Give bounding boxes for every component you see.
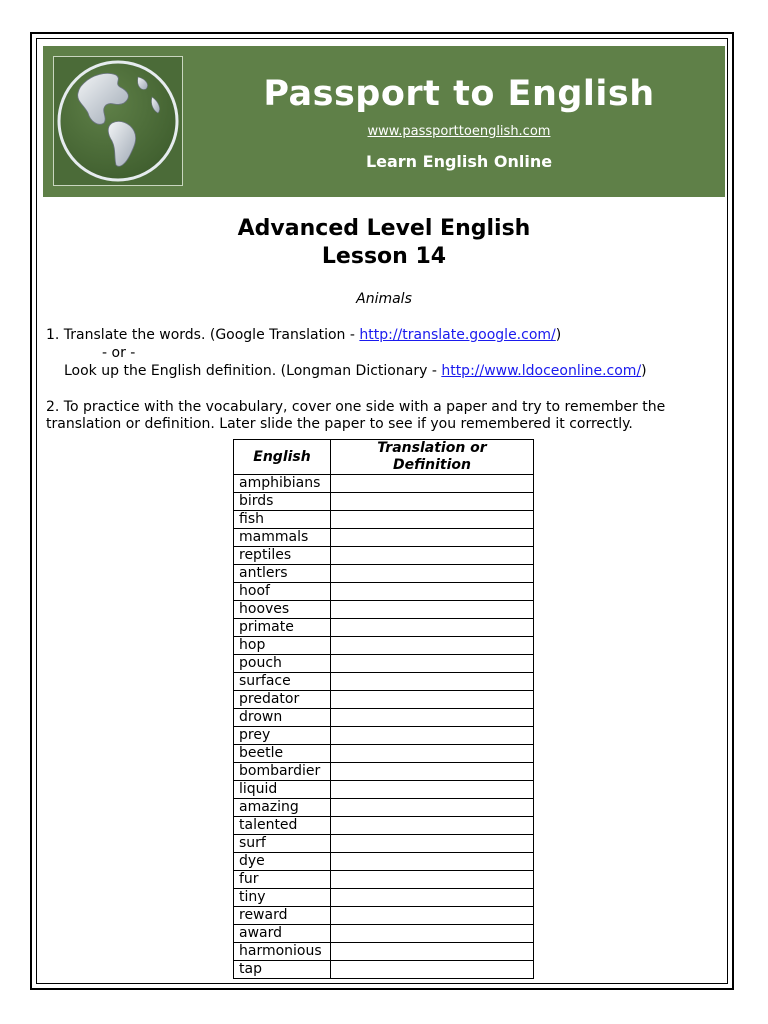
table-row <box>234 763 534 781</box>
table-row <box>234 601 534 619</box>
english-word-cell: pouch <box>234 655 331 673</box>
table-row <box>234 691 534 709</box>
lesson-heading <box>43 215 725 271</box>
english-word-cell: amphibians <box>234 475 331 493</box>
table-row <box>234 475 534 493</box>
english-word-cell: surface <box>234 673 331 691</box>
step1-close: ) <box>555 327 562 343</box>
translation-cell[interactable] <box>331 619 534 637</box>
english-word-cell: beetle <box>234 745 331 763</box>
table-row <box>234 727 534 745</box>
english-word-cell: drown <box>234 709 331 727</box>
translation-cell[interactable] <box>331 529 534 547</box>
english-word-cell: award <box>234 925 331 943</box>
google-translate-link[interactable]: http://translate.google.com/ <box>359 327 556 343</box>
english-word-cell: mammals <box>234 529 331 547</box>
table-row <box>234 817 534 835</box>
column-header-english: English <box>234 440 331 475</box>
english-word-cell: reptiles <box>234 547 331 565</box>
english-word-cell: fish <box>234 511 331 529</box>
english-word-cell: predator <box>234 691 331 709</box>
lesson-number: Lesson 14 <box>321 244 447 269</box>
column-header-translation: Translation or Definition <box>331 440 534 475</box>
lookup-text: Look up the English definition. (Longman Dictionary - <box>64 363 442 379</box>
table-row <box>234 565 534 583</box>
globe-logo <box>53 56 183 186</box>
translation-cell[interactable] <box>331 745 534 763</box>
english-word-cell: dye <box>234 853 331 871</box>
table-row <box>234 889 534 907</box>
table-row <box>234 637 534 655</box>
vocabulary-table-body <box>234 475 534 979</box>
translation-cell[interactable] <box>331 727 534 745</box>
english-word-cell: bombardier <box>234 763 331 781</box>
table-row <box>234 529 534 547</box>
table-row <box>234 781 534 799</box>
translation-cell[interactable] <box>331 547 534 565</box>
translation-cell[interactable] <box>331 709 534 727</box>
translation-cell[interactable] <box>331 583 534 601</box>
table-row <box>234 709 534 727</box>
translation-cell[interactable] <box>331 493 534 511</box>
translation-cell[interactable] <box>331 817 534 835</box>
translation-cell[interactable] <box>331 475 534 493</box>
table-row <box>234 925 534 943</box>
translation-cell[interactable] <box>331 799 534 817</box>
site-tagline: Learn English Online <box>365 152 553 171</box>
english-word-cell: surf <box>234 835 331 853</box>
table-row <box>234 907 534 925</box>
translation-cell[interactable] <box>331 943 534 961</box>
english-word-cell: tap <box>234 961 331 979</box>
translation-cell[interactable] <box>331 673 534 691</box>
lesson-topic: Animals <box>356 291 412 307</box>
site-title: Passport to English <box>263 74 655 114</box>
english-word-cell: fur <box>234 871 331 889</box>
table-row <box>234 547 534 565</box>
table-row <box>234 511 534 529</box>
translation-cell[interactable] <box>331 763 534 781</box>
table-row <box>234 799 534 817</box>
english-word-cell: tiny <box>234 889 331 907</box>
translation-cell[interactable] <box>331 853 534 871</box>
table-row <box>234 835 534 853</box>
translation-cell[interactable] <box>331 907 534 925</box>
table-row <box>234 619 534 637</box>
site-url-link[interactable]: www.passporttoenglish.com <box>367 124 551 139</box>
translation-cell[interactable] <box>331 925 534 943</box>
translation-cell[interactable] <box>331 601 534 619</box>
table-header-row <box>234 440 534 475</box>
table-row <box>234 853 534 871</box>
instruction-step-1 <box>46 326 726 344</box>
translation-cell[interactable] <box>331 655 534 673</box>
table-row <box>234 943 534 961</box>
site-banner <box>43 46 725 197</box>
english-word-cell: birds <box>234 493 331 511</box>
table-row <box>234 745 534 763</box>
english-word-cell: talented <box>234 817 331 835</box>
english-word-cell: antlers <box>234 565 331 583</box>
translation-cell[interactable] <box>331 961 534 979</box>
table-row <box>234 673 534 691</box>
table-row <box>234 655 534 673</box>
translation-cell[interactable] <box>331 871 534 889</box>
translation-cell[interactable] <box>331 889 534 907</box>
translation-cell[interactable] <box>331 511 534 529</box>
english-word-cell: hop <box>234 637 331 655</box>
translation-cell[interactable] <box>331 691 534 709</box>
english-word-cell: reward <box>234 907 331 925</box>
table-row <box>234 583 534 601</box>
lookup-close: ) <box>641 363 647 379</box>
english-word-cell: hooves <box>234 601 331 619</box>
table-row <box>234 871 534 889</box>
english-word-cell: prey <box>234 727 331 745</box>
vocabulary-table <box>233 439 534 979</box>
instruction-step-2-line1: 2. To practice with the vocabulary, cover one side with a paper and try to remember the <box>46 399 666 415</box>
longman-dictionary-link[interactable]: http://www.ldoceonline.com/ <box>441 363 642 379</box>
english-word-cell: primate <box>234 619 331 637</box>
or-separator: - or - <box>102 345 136 361</box>
english-word-cell: harmonious <box>234 943 331 961</box>
table-row <box>234 493 534 511</box>
globe-icon <box>54 57 182 185</box>
translation-cell[interactable] <box>331 637 534 655</box>
lesson-level-title: Advanced Level English <box>237 216 531 241</box>
instruction-lookup <box>64 362 744 380</box>
instruction-step-2-line2: translation or definition. Later slide the paper to see if you remembered it correctly. <box>46 416 633 432</box>
step1-text: 1. Translate the words. (Google Translation - <box>46 327 360 343</box>
translation-cell[interactable] <box>331 565 534 583</box>
table-row <box>234 961 534 979</box>
english-word-cell: liquid <box>234 781 331 799</box>
english-word-cell: hoof <box>234 583 331 601</box>
english-word-cell: amazing <box>234 799 331 817</box>
translation-cell[interactable] <box>331 835 534 853</box>
translation-cell[interactable] <box>331 781 534 799</box>
